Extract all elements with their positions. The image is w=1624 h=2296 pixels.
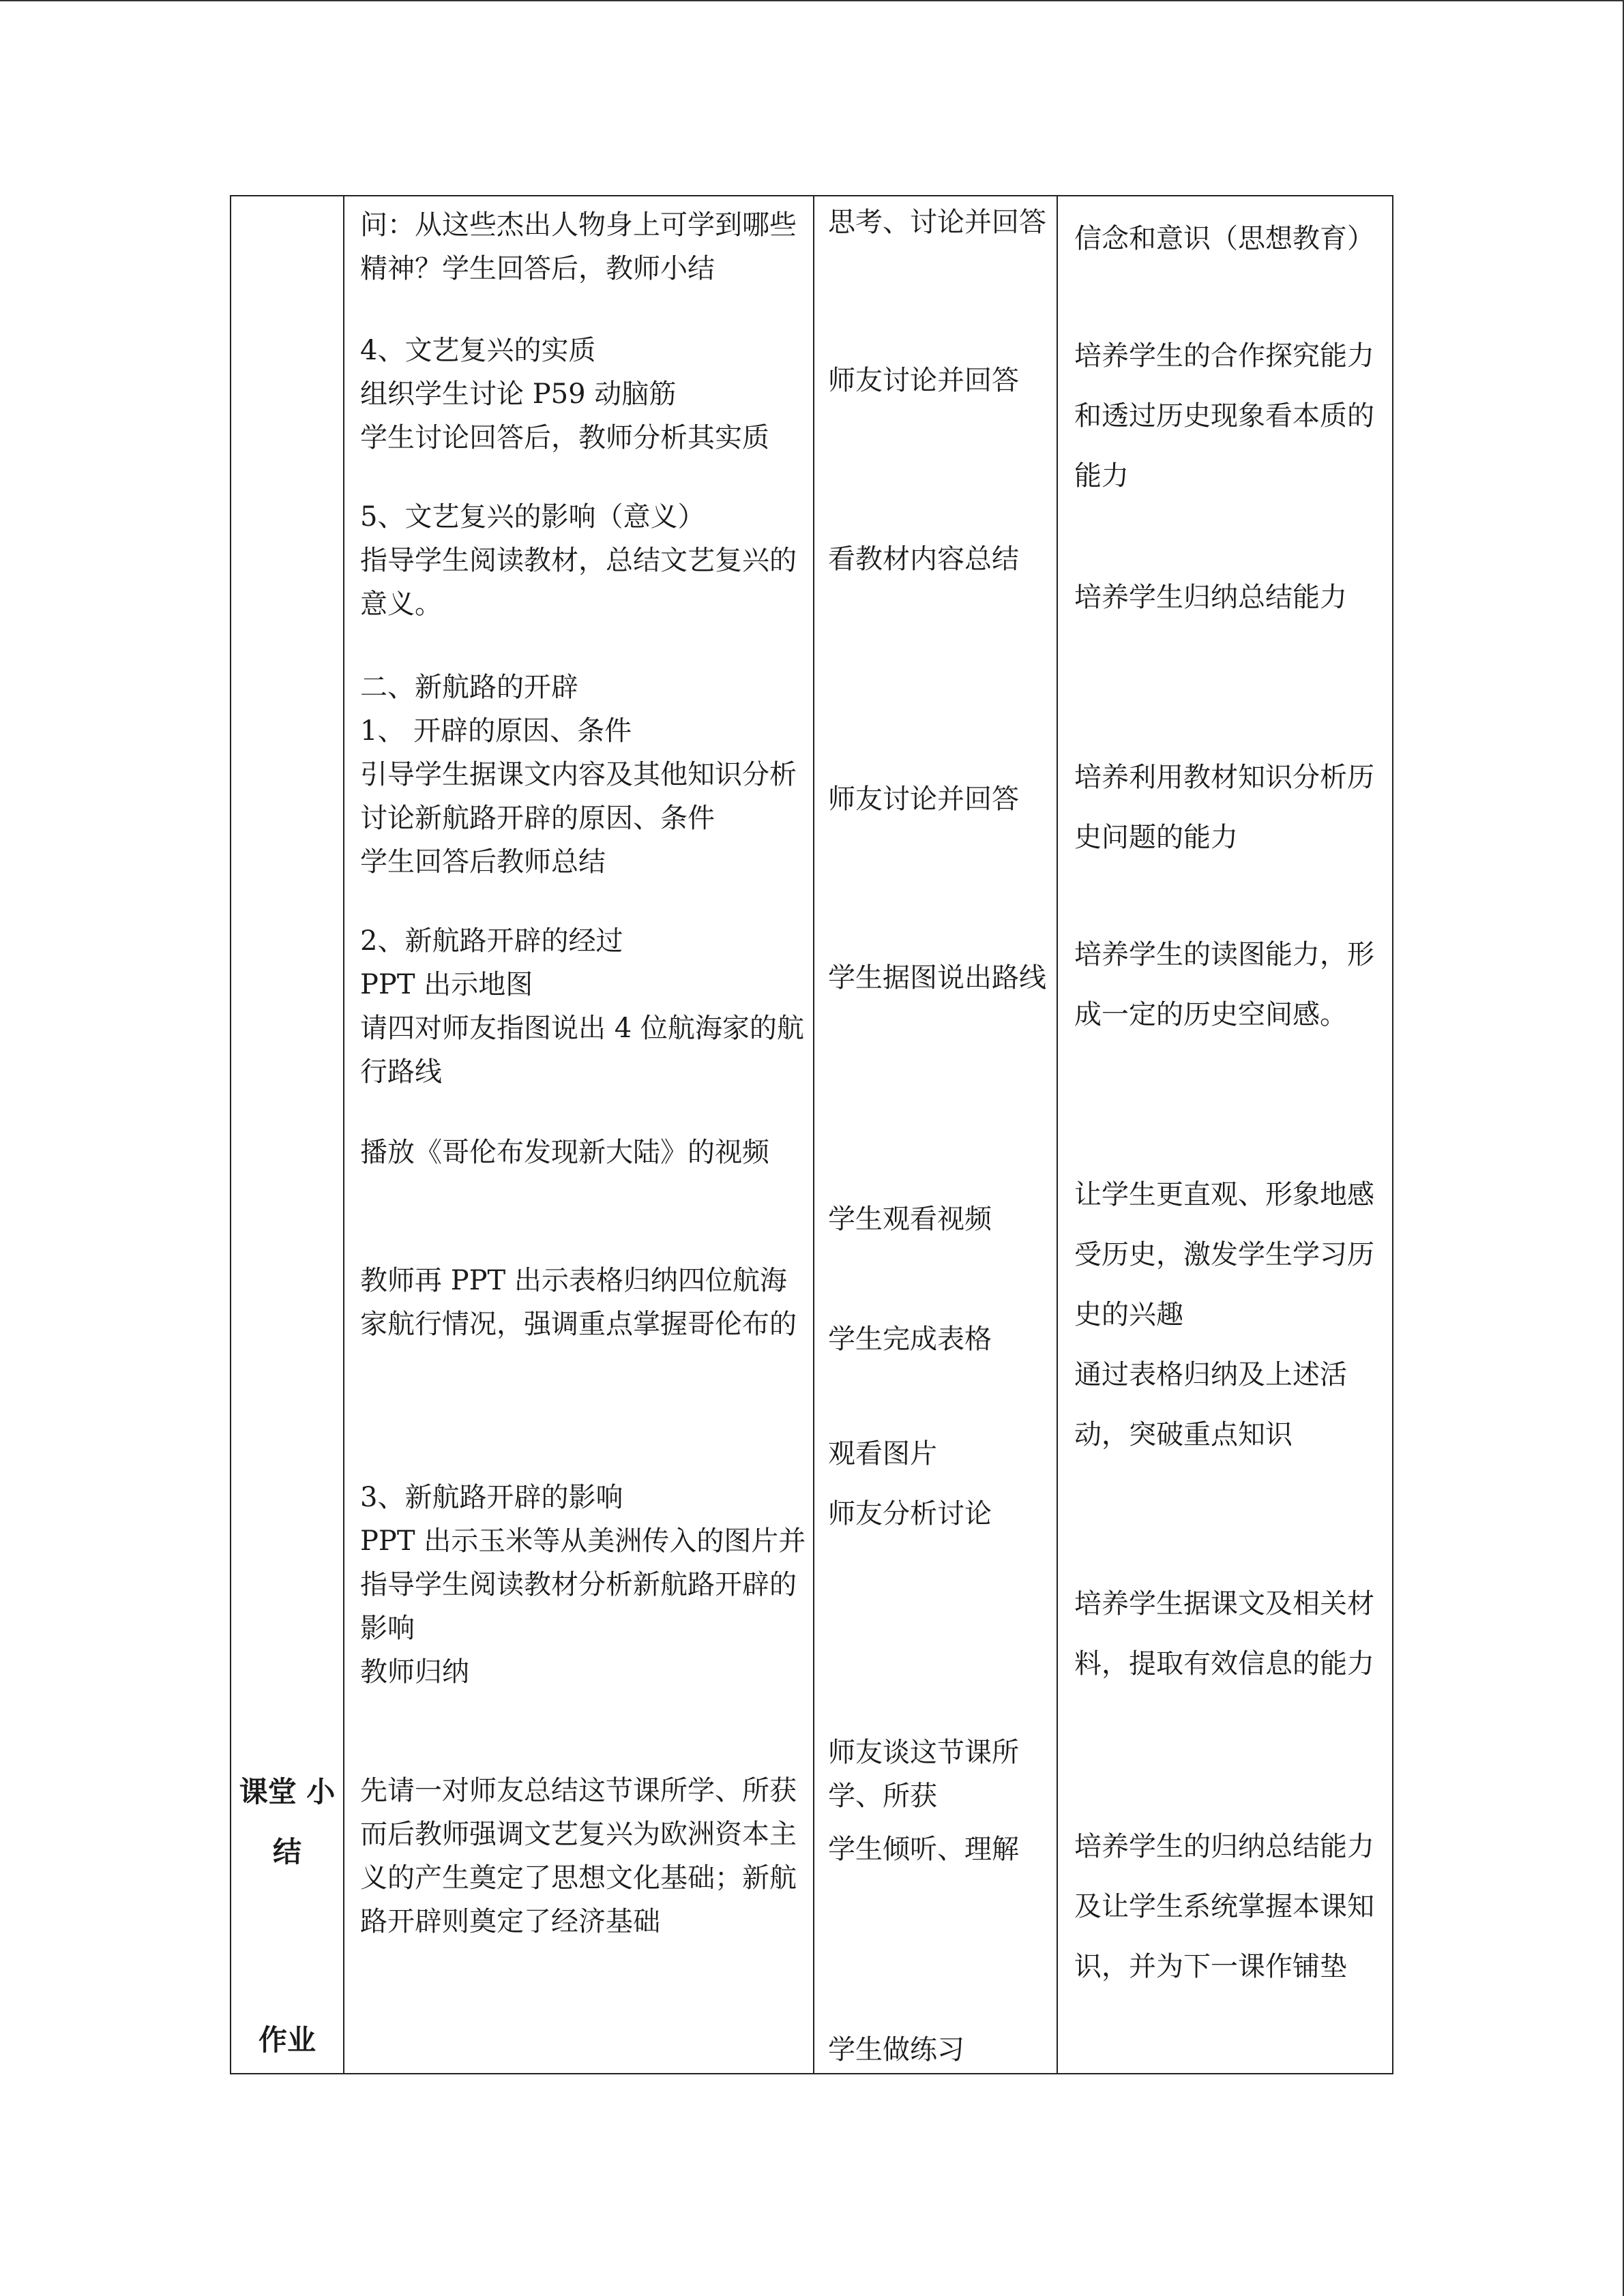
design-intent: 培养学生的归纳总结能力及让学生系统掌握本课知识，并为下一课作铺垫 — [1074, 1831, 1374, 1982]
student-activity: 学生据图说出路线 — [828, 962, 1046, 994]
design-intent: 培养学生的合作探究能力和透过历史现象看本质的能力 — [1074, 340, 1374, 492]
column-divider — [813, 196, 814, 2073]
lesson-plan-table — [230, 195, 1393, 2074]
design-intent: 培养学生据课文及相关材料，提取有效信息的能力 — [1074, 1588, 1374, 1680]
student-activity: 学生做练习 — [828, 2034, 964, 2066]
teacher-activity: 教师再 PPT 出示表格归纳四位航海家航行情况，强调重点掌握哥伦布的 — [360, 1265, 797, 1340]
column-divider — [343, 196, 344, 2073]
student-activity: 师友讨论并回答 — [828, 784, 1019, 815]
teacher-activity: 5、文艺复兴的影响（意义） 指导学生阅读教材，总结文艺复兴的意义。 — [360, 501, 797, 620]
student-activity: 看教材内容总结 — [828, 543, 1019, 575]
student-activity: 师友讨论并回答 — [828, 365, 1019, 396]
homework-label: 作业 — [258, 2023, 316, 2057]
student-activity: 学生倾听、理解 — [828, 1834, 1019, 1865]
teacher-activity: 先请一对师友总结这节课所学、所获 而后教师强调文艺复兴为欧洲资本主义的产生奠定了思想文化基础；新航路开辟则奠定了经济基础 — [360, 1775, 797, 1937]
student-activity: 师友谈这节课所学、所获 — [828, 1737, 1019, 1812]
student-activity: 学生观看视频 — [828, 1204, 992, 1235]
design-intent: 信念和意识（思想教育） — [1074, 223, 1374, 254]
design-intent: 培养学生的读图能力，形成一定的历史空间感。 — [1074, 939, 1374, 1030]
student-activity: 观看图片 师友分析讨论 — [828, 1438, 992, 1530]
teacher-activity: 4、文艺复兴的实质 组织学生讨论 P59 动脑筋 学生讨论回答后，教师分析其实质 — [360, 335, 769, 453]
design-intent: 培养利用教材知识分析历史问题的能力 — [1074, 762, 1374, 853]
teacher-activity: 2、新航路开辟的经过 PPT 出示地图 请四对师友指图说出 4 位航海家的航行路线 — [360, 925, 804, 1088]
student-activity: 学生完成表格 — [828, 1324, 992, 1355]
design-intent: 培养学生归纳总结能力 — [1074, 582, 1347, 613]
column-divider — [1057, 196, 1058, 2073]
teacher-activity: 二、新航路的开辟 1、 开辟的原因、条件 引导学生据课文内容及其他知识分析讨论新航路开辟的原因、条件 学生回答后教师总结 — [360, 672, 797, 878]
teacher-activity: 3、新航路开辟的影响 PPT 出示玉米等从美洲传入的图片并指导学生阅读教材分析新航路开辟的影响 教师归纳 — [360, 1482, 806, 1688]
summary-label: 课堂 小结 — [239, 1775, 336, 1868]
teacher-activity: 播放《哥伦布发现新大陆》的视频 — [360, 1137, 769, 1168]
student-activity: 思考、讨论并回答 — [828, 207, 1046, 238]
design-intent: 让学生更直观、形象地感受历史，激发学生学习历史的兴趣 通过表格归纳及上述活动，突破重点知识 — [1074, 1179, 1374, 1450]
teacher-activity: 问：从这些杰出人物身上可学到哪些精神？学生回答后，教师小结 — [360, 209, 797, 284]
